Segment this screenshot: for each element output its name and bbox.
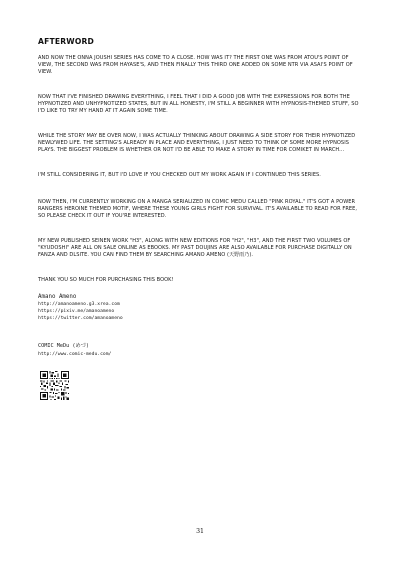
paragraph-5: NOW THEN, I'M CURRENTLY WORKING ON A MANGA SERIALIZED IN COMIC MEDU CALLED "PINK ROYAL." IT'S GOT A POWER RANGERS HEROINE THEMED MOTIF, WHERE THESE YOUNG GIRLS FIGHT FOR SURVIVAL. IT'S AVAILABLE TO READ FOR FREE, SO PLEASE CHECK IT OUT IF YOU'RE INTERESTED. [38,199,358,220]
paragraph-7: THANK YOU SO MUCH FOR PURCHASING THIS BOOK! [38,277,174,283]
paragraph-3: WHILE THE STORY MAY BE OVER NOW, I WAS ACTUALLY THINKING ABOUT DRAWING A SIDE STORY FOR THEIR HYPNOTIZED NEWLYWED LIFE. THE SETTING'S ALREADY IN PLACE AND EVERYTHING, I JUST NEED TO THINK OF SOME MORE HYPNOSIS PLAYS. THE BIGGEST PROBLEM IS WHETHER OR NOT I'D BE ABLE TO MAKE A STORY IN TIME FOR COMIKET IN MARCH... [38,133,356,154]
afterword-heading: AFTERWORD [38,37,95,46]
author-info [38,293,123,323]
author-pixiv-link[interactable]: https://pixiv.me/amanoameno [38,309,115,315]
author-twitter-link[interactable]: https://twitter.com/amanoameno [38,316,123,322]
author-name: Amano Ameno [38,294,77,300]
paragraph-4: I'M STILL CONSIDERING IT, BUT I'D LOVE IF YOU CHECKED OUT MY WORK AGAIN IF I CONTINUED THIS SERIES. [38,172,321,178]
publisher-website-link[interactable]: http://www.comic-medu.com/ [38,351,112,357]
paragraph-2: NOW THAT I'VE FINISHED DRAWING EVERYTHING, I FEEL THAT I DID A GOOD JOB WITH THE EXPRESSIONS FOR BOTH THE HYPNOTIZED AND UNHYPNOTIZED STATES, BUT IN ALL HONESTY, I'M STILL A BEGINNER WITH HYPNOSIS-THEMED STUFF, SO I'D LIKE TO TRY MY HAND AT IT AGAIN SOME TIME. [38,94,359,115]
publisher-name: COMIC MeDu (めづ) [38,343,89,349]
page-number: 31 [196,528,204,535]
qr-code-icon [40,371,69,400]
paragraph-1: AND NOW THE ONNA JOUSHI SERIES HAS COME TO A CLOSE. HOW WAS IT? THE FIRST ONE WAS FROM ATOU'S POINT OF VIEW, THE SECOND WAS FROM HAYASE'S, AND THEN FINALLY THIS THIRD ONE ADDED ON SOME NTR VIA ASAI'S POINT OF VIEW. [38,55,353,76]
publisher-info [38,343,111,358]
paragraph-6: MY NEW PUBLISHED SEINEN WORK "H3", ALONG WITH NEW EDITIONS FOR "H2", "H3", AND THE FIRST TWO VOLUMES OF "KYUDOSHI" ARE ALL ON SALE ONLINE AS EBOOKS. MY PAST DOUJINS ARE ALSO AVAILABLE FOR PURCHASE DIGITALLY ON FANZA AND DLSITE. YOU CAN FIND THEM BY SEARCHING AMANO AMENO (天野雨乃). [38,238,352,259]
author-website-link[interactable]: http://amanoameno.g3.xrea.com [38,302,120,307]
